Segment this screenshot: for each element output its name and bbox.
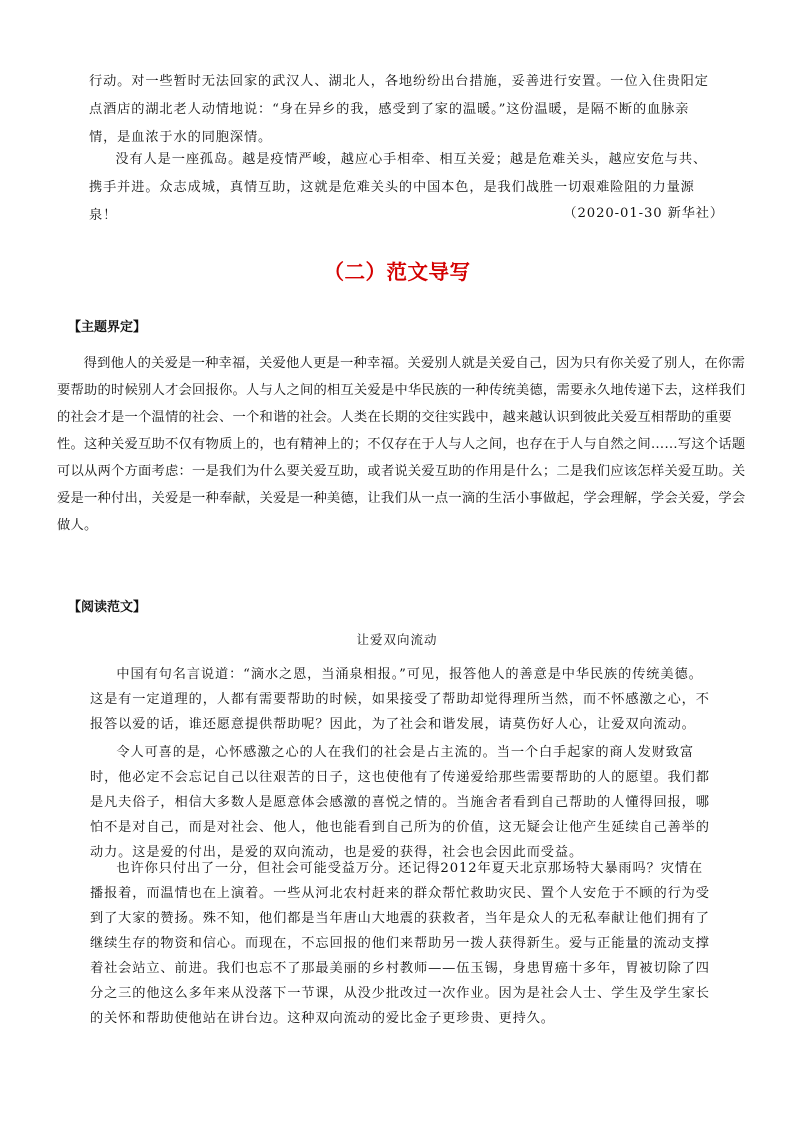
theme-heading: 【主题界定】	[68, 320, 147, 335]
news-source: （2020-01-30 新华社）	[563, 206, 724, 221]
reading-heading: 【阅读范文】	[68, 600, 147, 615]
essay-paragraph-3: 也许你只付出了一分，但社会可能受益万分。还记得2012年夏天北京那场特大暴雨吗？灾情在播报着，而温情也在上演着。一些从河北农村赶来的群众帮忙救助灾民、置个人安危于不顾的行为受到了大家的赞扬。殊不知，他们都是当年唐山大地震的获救者，当年是众人的无私奉献让他们拥有了继续生存的物资和信心。而现在，不忘回报的他们来帮助另一拨人获得新生。爱与正能量的流动支撑着社会站立、前进。我们也忘不了那最美丽的乡村教师——伍玉锡，身患胃癌十多年，胃被切除了四分之三的他这么多年来从没落下一节课，从没少批改过一次作业。因为是社会人士、学生及学生家长的关怀和帮助使他站在讲台边。这种双向流动的爱比金子更珍贵、更持久。	[90, 861, 710, 1026]
essay-title: 让爱双向流动	[356, 632, 438, 647]
essay-paragraph-2: 令人可喜的是，心怀感激之心的人在我们的社会是占主流的。当一个白手起家的商人发财致富时，他必定不会忘记自己以往艰苦的日子，这也使他有了传递爱给那些需要帮助的人的愿望。我们都是凡夫俗子，相信大多数人是愿意体会感激的喜悦之情的。当施舍者看到自己帮助的人懂得回报，哪怕不是对自己，而是对社会、他人，他也能看到自己所为的价值，这无疑会让他产生延续自己善举的动力。这是爱的付出，是爱的双向流动，也是爱的获得，社会也会因此而受益。	[90, 745, 710, 860]
section-title: （二）范文导写	[323, 260, 471, 284]
essay-paragraph-1: 中国有句名言说道：“滴水之恩，当涌泉相报。”可见，报答他人的善意是中华民族的传统美德。这是有一定道理的，人都有需要帮助的时候，如果接受了帮助却觉得理所当然，而不怀感激之心，不报答以爱的话，谁还愿意提供帮助呢？因此，为了社会和谐发展，请莫伤好人心，让爱双向流动。	[90, 667, 710, 732]
theme-paragraph: 得到他人的关爱是一种幸福，关爱他人更是一种幸福。关爱别人就是关爱自己，因为只有你关爱了别人，在你需要帮助的时候别人才会回报你。人与人之间的相互关爱是中华民族的一种传统美德，需要永久地传递下去，这样我们的社会才是一个温情的社会、一个和谐的社会。人类在长期的交往实践中，越来越认识到彼此关爱互相帮助的重要性。这种关爱互助不仅有物质上的，也有精神上的；不仅存在于人与人之间，也存在于人与自然之间……写这个话题可以从两个方面考虑：一是我们为什么要关爱互助，或者说关爱互助的作用是什么；二是我们应该怎样关爱互助。关爱是一种付出，关爱是一种奉献，关爱是一种美德，让我们从一点一滴的生活小事做起，学会理解，学会关爱，学会做人。	[57, 356, 746, 533]
intro-paragraph-1: 行动。对一些暂时无法回家的武汉人、湖北人，各地纷纷出台措施，妥善进行安置。一位入住贵阳定点酒店的湖北老人动情地说：“身在异乡的我，感受到了家的温暖。”这份温暖，是隔不断的血脉亲情，是血浓于水的同胞深情。	[89, 74, 709, 145]
intro-paragraph-2: 没有人是一座孤岛。越是疫情严峻，越应心手相牵、相互关爱；越是危难关头，越应安危与共、携手并进。众志成城，真情互助，这就是危难关头的中国本色，是我们战胜一切艰难险阻的力量源泉！	[89, 152, 708, 223]
